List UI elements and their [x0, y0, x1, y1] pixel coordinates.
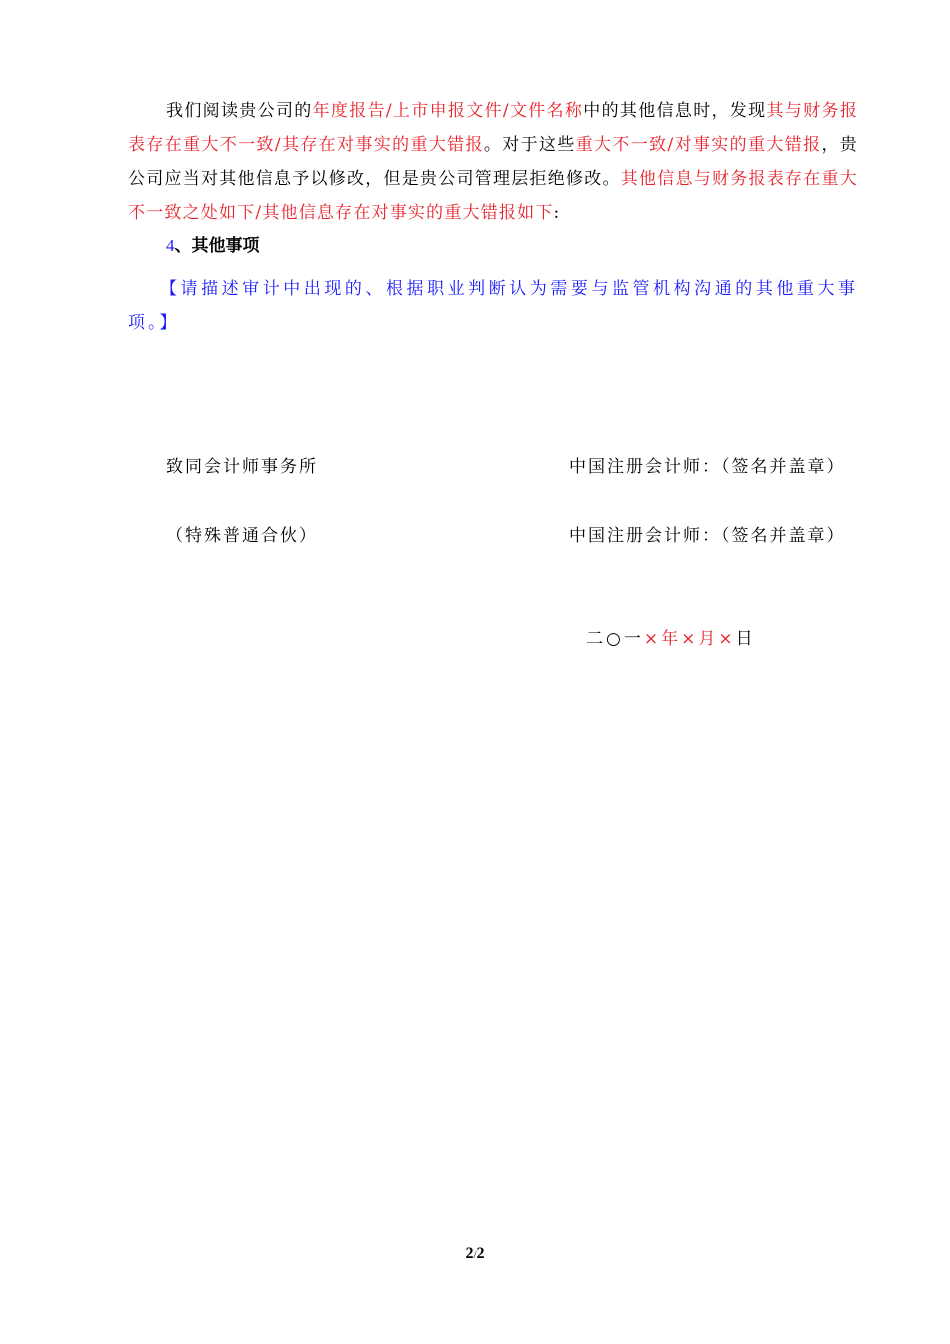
date-year-label: 年 — [661, 629, 682, 649]
page-number — [0, 1245, 950, 1263]
other-matters-instruction: 【请描述审计中出现的、根据职业判断认为需要与监管机构沟通的其他重大事项。】 — [128, 279, 858, 333]
text-segment: : — [553, 203, 561, 223]
date-prefix: 二○一 — [586, 629, 644, 649]
section-number: 4 — [166, 236, 175, 255]
other-information-paragraph — [128, 94, 858, 230]
text-segment: 中的其他信息时，发现 — [583, 101, 767, 121]
current-page: 2 — [465, 1245, 474, 1262]
placeholder-finding: 其与财务报表存在重大不一致/其存在对事实的重大错报 — [128, 101, 859, 155]
firm-name: 致同会计师事务所 — [166, 457, 318, 477]
date-day-placeholder: × — [718, 629, 736, 649]
page-separator: / — [473, 1249, 477, 1261]
cpa-signature-line-2: 中国注册会计师：（签名并盖章） — [569, 526, 846, 546]
date-day-label: 日 — [735, 629, 756, 649]
placeholder-report-name: 年度报告/上市申报文件/文件名称 — [312, 101, 584, 121]
date-month-label: 月 — [698, 629, 719, 649]
placeholder-misstatement: 重大不一致/对事实的重大错报 — [575, 135, 822, 155]
date-year-placeholder: × — [643, 629, 662, 649]
placeholder-details: 其他信息与财务报表存在重大不一致之处如下/其他信息存在对事实的重大错报如下 — [128, 169, 858, 223]
date-month-placeholder: × — [681, 629, 699, 649]
firm-partnership-type: （特殊普通合伙） — [166, 526, 318, 546]
report-date — [586, 624, 756, 654]
text-segment: 我们阅读贵公司的 — [166, 101, 313, 121]
text-segment: 。对于这些 — [483, 135, 576, 155]
section-title: 、其他事项 — [174, 236, 260, 256]
cpa-signature-line-1: 中国注册会计师：（签名并盖章） — [569, 457, 846, 477]
total-pages: 2 — [476, 1245, 485, 1262]
section-heading-other-matters — [166, 231, 260, 261]
text-segment: ，贵公司应当对其他信息予以修改，但是贵公司管理层拒绝修改。 — [128, 135, 859, 189]
